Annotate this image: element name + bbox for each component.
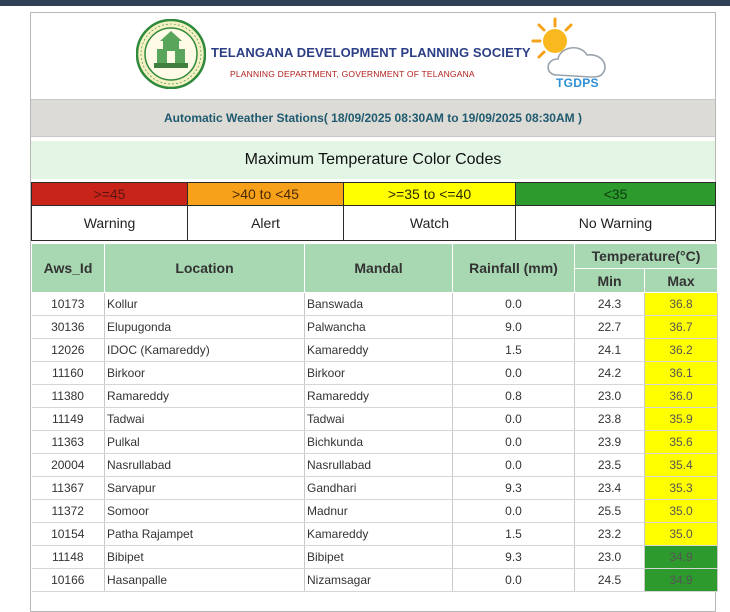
table-row [32,293,718,316]
cell-min-temp: 23.9 [575,431,645,454]
cell-aws-id: 11380 [32,385,105,408]
column-header-max: Max [645,269,718,293]
table-row [32,546,718,569]
cell-min-temp: 23.2 [575,523,645,546]
color-legend [31,182,716,241]
weather-data-table [31,243,718,592]
telangana-emblem-icon [136,19,206,89]
cell-mandal: Birkoor [305,362,453,385]
cell-max-temp: 36.2 [645,339,718,362]
cell-location: Pulkal [105,431,305,454]
table-row [32,385,718,408]
cell-max-temp: 35.6 [645,431,718,454]
table-row [32,454,718,477]
cell-min-temp: 25.5 [575,500,645,523]
cell-location: IDOC (Kamareddy) [105,339,305,362]
cell-mandal: Kamareddy [305,523,453,546]
cell-max-temp: 34.9 [645,569,718,592]
cell-mandal: Banswada [305,293,453,316]
cell-location: Patha Rajampet [105,523,305,546]
cell-location: Tadwai [105,408,305,431]
cell-min-temp: 23.8 [575,408,645,431]
table-row [32,477,718,500]
top-bar [0,0,730,6]
cell-mandal: Nizamsagar [305,569,453,592]
cell-mandal: Palwancha [305,316,453,339]
cell-rainfall: 0.0 [453,569,575,592]
table-row [32,362,718,385]
legend-range-warning: >=45 [32,183,188,206]
cell-max-temp: 36.8 [645,293,718,316]
tgdps-label: TGDPS [556,76,599,90]
cell-min-temp: 22.7 [575,316,645,339]
cell-rainfall: 9.3 [453,477,575,500]
legend-label-watch: Watch [344,206,516,241]
table-body [32,293,718,592]
cell-aws-id: 20004 [32,454,105,477]
column-header-location: Location [105,244,305,293]
cell-rainfall: 0.0 [453,500,575,523]
cell-max-temp: 34.9 [645,546,718,569]
cell-location: Ramareddy [105,385,305,408]
cell-aws-id: 10173 [32,293,105,316]
column-header-aws-id: Aws_Id [32,244,105,293]
period-bar: Automatic Weather Stations( 18/09/2025 08:30AM to 19/09/2025 08:30AM ) [31,99,715,137]
table-row [32,408,718,431]
column-header-rainfall: Rainfall (mm) [453,244,575,293]
table-row [32,431,718,454]
report-frame [30,12,716,612]
table-row [32,569,718,592]
legend-range-alert: >40 to <45 [188,183,344,206]
cell-min-temp: 24.3 [575,293,645,316]
cell-min-temp: 23.4 [575,477,645,500]
cell-max-temp: 35.0 [645,523,718,546]
legend-label-warning: Warning [32,206,188,241]
table-row [32,339,718,362]
cell-rainfall: 1.5 [453,523,575,546]
cell-mandal: Kamareddy [305,339,453,362]
cell-max-temp: 36.0 [645,385,718,408]
cell-max-temp: 35.4 [645,454,718,477]
cell-min-temp: 24.1 [575,339,645,362]
cell-mandal: Madnur [305,500,453,523]
table-row [32,500,718,523]
cell-rainfall: 9.3 [453,546,575,569]
legend-title: Maximum Temperature Color Codes [31,141,715,179]
cell-aws-id: 11160 [32,362,105,385]
cell-aws-id: 10154 [32,523,105,546]
org-title: TELANGANA DEVELOPMENT PLANNING SOCIETY [211,45,531,60]
cell-rainfall: 9.0 [453,316,575,339]
cell-min-temp: 24.2 [575,362,645,385]
cell-rainfall: 0.0 [453,362,575,385]
cell-rainfall: 0.0 [453,454,575,477]
cell-min-temp: 23.0 [575,546,645,569]
column-header-temperature: Temperature(°C) [575,244,718,269]
cell-rainfall: 1.5 [453,339,575,362]
cell-rainfall: 0.8 [453,385,575,408]
cell-max-temp: 35.0 [645,500,718,523]
cell-location: Nasrullabad [105,454,305,477]
cell-location: Sarvapur [105,477,305,500]
cell-max-temp: 36.7 [645,316,718,339]
cell-aws-id: 11363 [32,431,105,454]
cell-location: Hasanpalle [105,569,305,592]
legend-range-watch: >=35 to <=40 [344,183,516,206]
report-header [31,13,715,97]
table-row [32,316,718,339]
cell-mandal: Bibipet [305,546,453,569]
org-subtitle: PLANNING DEPARTMENT, GOVERNMENT OF TELANGANA [230,69,475,79]
legend-label-alert: Alert [188,206,344,241]
cell-aws-id: 11372 [32,500,105,523]
cell-rainfall: 0.0 [453,408,575,431]
cell-mandal: Tadwai [305,408,453,431]
cell-aws-id: 30136 [32,316,105,339]
cell-mandal: Gandhari [305,477,453,500]
legend-range-no-warning: <35 [516,183,716,206]
cell-min-temp: 23.5 [575,454,645,477]
cell-aws-id: 11148 [32,546,105,569]
cell-mandal: Ramareddy [305,385,453,408]
cell-aws-id: 11367 [32,477,105,500]
column-header-min: Min [575,269,645,293]
cell-location: Elupugonda [105,316,305,339]
cell-location: Bibipet [105,546,305,569]
cell-max-temp: 35.9 [645,408,718,431]
cell-mandal: Bichkunda [305,431,453,454]
cell-max-temp: 35.3 [645,477,718,500]
column-header-mandal: Mandal [305,244,453,293]
table-row [32,523,718,546]
legend-label-no-warning: No Warning [516,206,716,241]
cell-min-temp: 24.5 [575,569,645,592]
cell-location: Somoor [105,500,305,523]
cell-aws-id: 12026 [32,339,105,362]
cell-rainfall: 0.0 [453,431,575,454]
cell-aws-id: 11149 [32,408,105,431]
cell-location: Birkoor [105,362,305,385]
cell-aws-id: 10166 [32,569,105,592]
cell-rainfall: 0.0 [453,293,575,316]
cell-location: Kollur [105,293,305,316]
cell-mandal: Nasrullabad [305,454,453,477]
cell-max-temp: 36.1 [645,362,718,385]
cell-min-temp: 23.0 [575,385,645,408]
